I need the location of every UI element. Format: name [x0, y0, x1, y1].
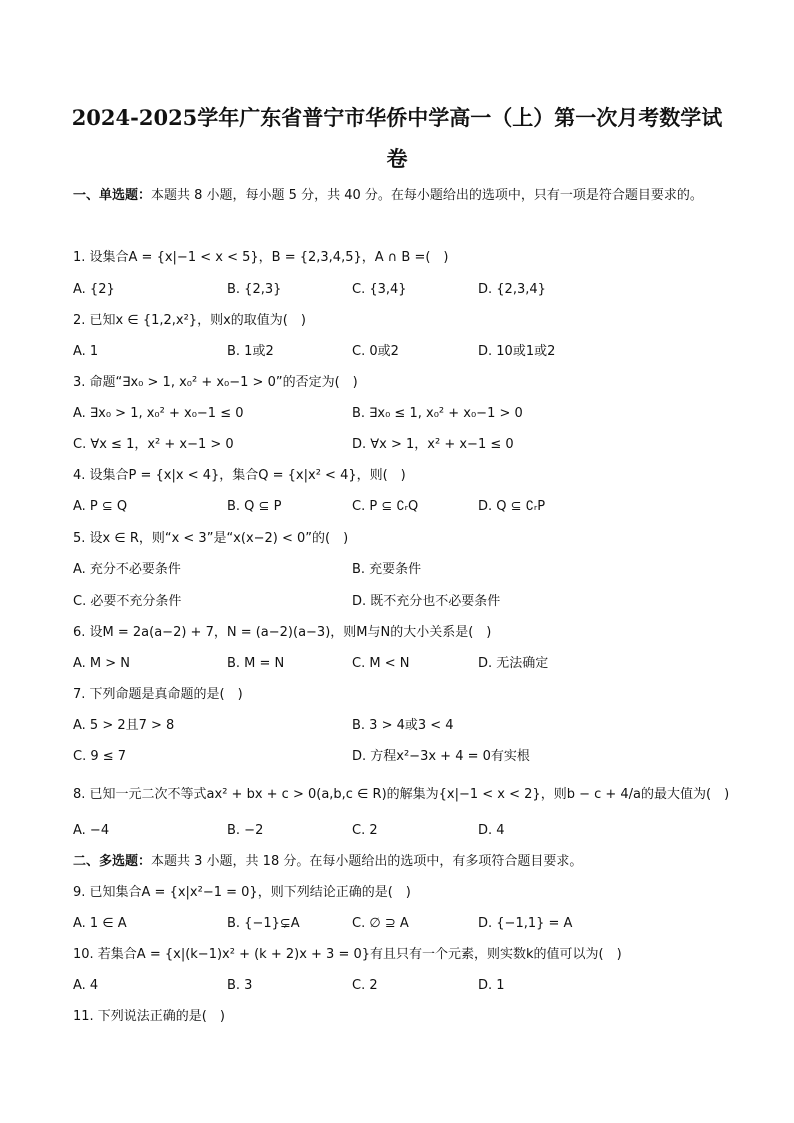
question-5-stem: 5. 设x ∈ R，则“x < 3”是“x(x−2) < 0”的( ) [73, 531, 349, 546]
question-7-stem: 7. 下列命题是真命题的是( ) [73, 687, 243, 702]
question-1-stem: 1. 设集合A = {x|−1 < x < 5}，B = {2,3,4,5}，A ∩ B =( ) [73, 250, 449, 265]
question-10-stem: 10. 若集合A = {x|(k−1)x² + (k + 2)x + 3 = 0}有且只有一个元素，则实数k的值可以为( ) [73, 947, 622, 962]
question-8-stem: 8. 已知一元二次不等式ax² + bx + c > 0(a,b,c ∈ R)的解集为{x|−1 < x < 2}，则b − c + 4/a的最大值为( ) [73, 787, 730, 802]
question-2-stem: 2. 已知x ∈ {1,2,x²}，则x的取值为( ) [73, 313, 306, 328]
question-9-option-c: C. ∅ ⊇ A [352, 916, 409, 931]
question-6-option-a: A. M > N [73, 656, 131, 671]
question-5-option-b: B. 充要条件 [352, 562, 422, 577]
question-2-option-b: B. 1或2 [227, 344, 274, 359]
question-4-stem: 4. 设集合P = {x|x < 4}，集合Q = {x|x² < 4}，则( ) [73, 468, 406, 483]
question-8-option-c: C. 2 [352, 823, 378, 838]
question-7-option-a: A. 5 > 2且7 > 8 [73, 718, 175, 733]
question-3-option-b: B. ∃x₀ ≤ 1, x₀² + x₀−1 > 0 [352, 406, 523, 421]
page-title-line2: 卷 [386, 146, 408, 171]
question-10-option-a: A. 4 [73, 978, 99, 993]
question-4-option-c: C. P ⊆ ∁ᵣQ [352, 499, 419, 514]
question-1-option-a: A. {2} [73, 282, 115, 297]
question-6-option-d: D. 无法确定 [478, 656, 549, 671]
question-9-option-d: D. {−1,1} = A [478, 916, 573, 931]
question-3-option-c: C. ∀x ≤ 1，x² + x−1 > 0 [73, 437, 234, 452]
question-8-option-a: A. −4 [73, 823, 110, 838]
question-3-option-a: A. ∃x₀ > 1, x₀² + x₀−1 ≤ 0 [73, 406, 244, 421]
question-4-option-a: A. P ⊆ Q [73, 499, 128, 514]
question-6-option-c: C. M < N [352, 656, 410, 671]
question-1-option-d: D. {2,3,4} [478, 282, 546, 297]
question-9-option-b: B. {−1}⊊A [227, 916, 300, 931]
section-1-text: 本题共 8 小题，每小题 5 分，共 40 分。在每小题给出的选项中，只有一项是符合题目要求的。 [151, 188, 703, 203]
question-7-option-b: B. 3 > 4或3 < 4 [352, 718, 454, 733]
page-title-line1: 2024-2025学年广东省普宁市华侨中学高一（上）第一次月考数学试 [71, 105, 723, 130]
question-2-option-c: C. 0或2 [352, 344, 399, 359]
question-7-option-d: D. 方程x²−3x + 4 = 0有实根 [352, 749, 530, 764]
question-1-option-c: C. {3,4} [352, 282, 407, 297]
question-5-option-c: C. 必要不充分条件 [73, 594, 182, 609]
question-4-option-b: B. Q ⊆ P [227, 499, 282, 514]
question-11-stem: 11. 下列说法正确的是( ) [73, 1009, 225, 1024]
question-6-stem: 6. 设M = 2a(a−2) + 7，N = (a−2)(a−3)，则M与N的大小关系是( ) [73, 625, 492, 640]
question-8-option-b: B. −2 [227, 823, 264, 838]
question-2-option-d: D. 10或1或2 [478, 344, 556, 359]
question-3-stem: 3. 命题“∃x₀ > 1, x₀² + x₀−1 > 0”的否定为( ) [73, 375, 358, 390]
question-10-option-b: B. 3 [227, 978, 253, 993]
question-8-option-d: D. 4 [478, 823, 505, 838]
question-10-option-d: D. 1 [478, 978, 505, 993]
question-10-option-c: C. 2 [352, 978, 378, 993]
question-6-option-b: B. M = N [227, 656, 285, 671]
question-9-stem: 9. 已知集合A = {x|x²−1 = 0}，则下列结论正确的是( ) [73, 885, 411, 900]
section-2-text: 本题共 3 小题，共 18 分。在每小题给出的选项中，有多项符合题目要求。 [151, 854, 583, 869]
question-7-option-c: C. 9 ≤ 7 [73, 749, 127, 764]
question-9-option-a: A. 1 ∈ A [73, 916, 127, 931]
section-1-instructions [73, 180, 733, 212]
section-1-head: 一、单选题： [73, 188, 152, 203]
question-5-option-a: A. 充分不必要条件 [73, 562, 181, 577]
question-5-option-d: D. 既不充分也不必要条件 [352, 594, 501, 609]
question-3-option-d: D. ∀x > 1，x² + x−1 ≤ 0 [352, 437, 514, 452]
question-4-option-d: D. Q ⊆ ∁ᵣP [478, 499, 546, 514]
question-2-option-a: A. 1 [73, 344, 99, 359]
section-2-head: 二、多选题： [73, 854, 152, 869]
question-1-option-b: B. {2,3} [227, 282, 282, 297]
section-2-instructions [73, 846, 733, 878]
